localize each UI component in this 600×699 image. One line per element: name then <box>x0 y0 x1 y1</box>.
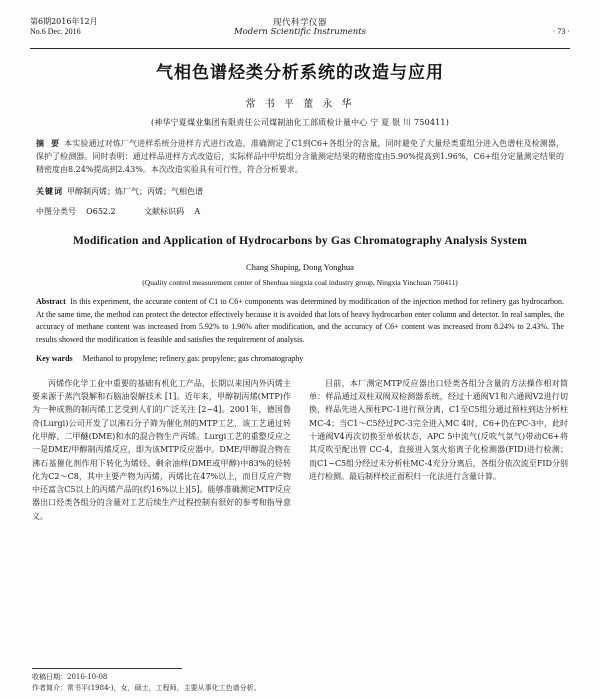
abstract-en <box>36 296 564 347</box>
doc-code-group <box>144 207 200 216</box>
issue-cn: 第6期2016年12月 <box>30 17 98 26</box>
abstract-en-label: Abstract <box>36 296 66 306</box>
paragraph: 目前，本厂测定MTP反应器出口烃类各组分含量的方法操作相对简单：样品通过双柱双阀双检测器系统，经过十通阀V1和六通阀V2进行切换，样品先进入预柱PC-1进行预分离，C1至C5组分通过预柱到达分析柱MC-4；当C1～C5经过PC-3完全进入MC 4时，C6+仍在PC-3中，此时十通阀V4再次切换至单板状态，APC 5中流气(反吹气氛气)带动C6+将其反吹至配出管 CC-4，直接进入氢火焰离子化检测器(FID)进行检测；而C1~C5组分经过未分析柱MC-4充分分离后，各组分依次流至FID分别进行检测。最后制样校正面积归一化法进行含量计算。 <box>309 378 568 481</box>
affiliation-cn: (神华宁夏煤业集团有限责任公司煤制油化工部质检计量中心 宁 夏 银 川 750411) <box>150 118 450 128</box>
page-title-cn: 气相色谱烃类分析系统的改造与应用 <box>156 63 444 83</box>
keywords-cn-label: 关键词 <box>36 186 63 197</box>
keywords-cn <box>36 185 564 199</box>
doc-code-label: 文献标识码 <box>144 206 185 216</box>
journal-page <box>0 16 600 699</box>
affiliation-en: (Quality control measurement center of Shenhua ningxia coal industry group, Ningxia Yinchuan 750411) <box>142 277 458 287</box>
body-column-right <box>309 377 568 523</box>
keywords-en-label: Key wards <box>36 353 73 363</box>
running-head <box>30 16 570 46</box>
journal-title-cn: 现代科学仪器 <box>272 18 328 28</box>
header-divider <box>30 48 570 49</box>
clc-label: 中图分类号 <box>36 206 76 216</box>
clc-value: O652.2 <box>86 206 116 216</box>
doc-code-value: A <box>194 206 201 216</box>
body-columns <box>32 377 568 523</box>
author-bio: 作者简介：常书平(1984-)，女，硕士，工程师，主要从事化工色谱分析。 <box>32 683 261 692</box>
received-date: 收稿日期：2016-10-08 <box>32 673 108 681</box>
clc-line <box>36 206 564 217</box>
abstract-cn <box>36 137 564 177</box>
abstract-en-text: In this experiment, the accurate content of C1 to C6+ components was determined by modification of the injection method for refinery gas hydrocarbon. At the same time, the method can protect the detector effectively because it is avoided that lots of heavy hydrocarbon enter column and detector. In real samples, the accuracy of methane content was increased from 5.92% to 1.96% after modification, and the accuracy of C6+ content was increased from 8.24% to 2.43%. The results showed the modification is feasible and satisfies the requirement of analysis. <box>36 296 565 345</box>
authors-cn: 常 书 平 董 永 华 <box>245 99 355 111</box>
keywords-en <box>36 354 564 363</box>
abstract-cn-label: 摘 要 <box>36 138 62 149</box>
body-column-left <box>32 377 291 523</box>
authors-en: Chang Shuping, Dong Yonghua <box>246 261 354 272</box>
paragraph: 丙烯作化学工业中重要的基础有机化工产品，长期以来国内外丙烯主要来源于蒸汽裂解和石脑油裂解技术 [1]。近年来，甲醇制丙烯(MTP)作为一种成熟的制丙烯工艺受到人们的广泛关注 [2~4]。2001年，德国鲁奇(Lurgi)公司开发了以沸石分子筛为催化剂的MTP工艺，该工艺通过转化甲醇、二甲醚(DME)和水的混合物生产丙烯。Lurgi工艺的重整反应之一是DME/甲醇制丙烯反应，即为该MTP反应器中。DME/甲醇混合物在沸石基催化剂作用下转化为烯烃、剩余油样(DME或甲醇)中83%的烃转化为C2～C8，其中主要产物为丙烯，丙烯比在47%以上，而目反应产物中还富含C5以上的丙烯产品的(约16%以上)[5]。能够准确测定MTP反应器出口烃类各组分的含量对工艺后续生产过程控制有很好的参考和指导意义。 <box>32 378 291 521</box>
journal-title-en: Modern Scientific Instruments <box>233 27 367 37</box>
page-number: · 73 · <box>552 27 570 36</box>
abstract-cn-text: 本实验通过对炼厂气进样系统分进样方式进行改造，准确测定了C1到C6+各组分的含量，同时避免了大量烃类重组分进入色谱柱及检测器，保护了检测器。同时表明：通过样品进样方式改造后，实际样品中甲烷组分含量测定结果的精密度由5.90%提高到1.96%，C6+组分定量测定结果的精密度由8.24%提高到2.43%。本次改造实验具有可行性，符合分析要求。 <box>36 139 564 175</box>
keywords-en-text: Methanol to propylene; refinery gas: propylene; gas chromatography <box>82 353 304 363</box>
page-title-en: Modification and Application of Hydrocarbons by Gas Chromatography Analysis System <box>73 234 527 247</box>
keywords-cn-text: 甲醇制丙烯；炼厂气；丙烯；气相色谱 <box>67 187 203 197</box>
clc-group <box>36 207 118 216</box>
footnote-block <box>32 668 282 693</box>
footnote-divider <box>32 668 182 669</box>
issue-en: No.6 Dec. 2016 <box>30 27 81 36</box>
